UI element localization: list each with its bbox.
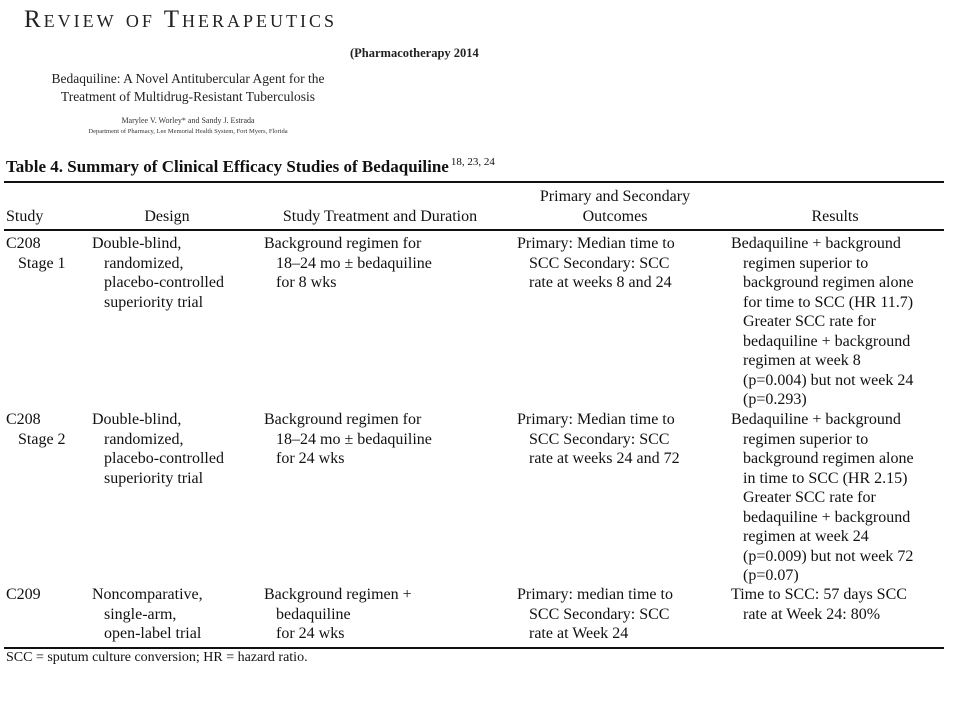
table-caption-text: Table 4. Summary of Clinical Efficacy Studies of Bedaquiline xyxy=(6,157,449,176)
table-cell-design xyxy=(92,585,203,644)
column-header-design: Design xyxy=(144,208,190,225)
table-bottom-rule xyxy=(4,647,944,649)
table-cell-outcomes xyxy=(517,410,680,469)
cell-text-line: Background regimen for xyxy=(264,411,422,428)
table-cell-treatment xyxy=(264,234,432,293)
cell-text-line: Double-blind, xyxy=(92,235,182,252)
cell-text-line: randomized, xyxy=(104,430,184,448)
cell-text-line: open-label trial xyxy=(104,625,202,642)
cell-text-line: placebo-controlled xyxy=(104,450,224,467)
cell-text-line: SCC Secondary: SCC xyxy=(529,605,670,623)
cell-text-line: superiority trial xyxy=(104,469,204,487)
cell-text-line: background regimen alone xyxy=(743,450,914,467)
article-authors: Marylee V. Worley* and Sandy J. Estrada xyxy=(121,116,255,125)
cell-text-line: rate at weeks 24 and 72 xyxy=(529,450,680,467)
cell-text-line: Stage 1 xyxy=(18,254,66,272)
cell-text-line: Primary: Median time to xyxy=(517,411,675,428)
table-footnote: SCC = sputum culture conversion; HR = hazard ratio. xyxy=(6,650,308,665)
cell-text-line: 18–24 mo ± bedaquiline xyxy=(276,254,432,272)
cell-text-line: for 24 wks xyxy=(276,450,345,467)
cell-text-line: regimen at week 8 xyxy=(743,352,861,369)
cell-text-line: (p=0.004) but not week 24 xyxy=(743,371,914,389)
cell-text-line: bedaquiline + background xyxy=(743,332,911,350)
cell-text-line: placebo-controlled xyxy=(104,274,224,291)
cell-text-line: rate at Week 24: 80% xyxy=(743,605,881,623)
cell-text-line: (p=0.293) xyxy=(743,391,807,408)
cell-text-line: 18–24 mo ± bedaquiline xyxy=(276,430,432,448)
cell-text-line: (p=0.07) xyxy=(743,567,799,584)
cell-text-line: for time to SCC (HR 11.7) xyxy=(743,293,914,311)
cell-text-line: SCC Secondary: SCC xyxy=(529,254,670,272)
column-header-outcomes-line-2: Outcomes xyxy=(582,207,648,225)
cell-text-line: bedaquiline xyxy=(276,605,351,623)
cell-text-line: for 24 wks xyxy=(276,625,345,642)
table-caption xyxy=(6,156,495,177)
cell-text-line: Primary: Median time to xyxy=(517,235,675,252)
table-cell-outcomes xyxy=(517,585,673,644)
cell-text-line: C208 xyxy=(6,411,41,428)
cell-text-line: C209 xyxy=(6,586,41,603)
cell-text-line: Greater SCC rate for xyxy=(743,313,876,330)
cell-text-line: background regimen alone xyxy=(743,274,914,291)
cell-text-line: SCC Secondary: SCC xyxy=(529,430,670,448)
article-title-line-1: Bedaquiline: A Novel Antitubercular Agent for the xyxy=(51,71,325,86)
journal-name: Review of Therapeutics xyxy=(24,6,337,33)
table-cell-results xyxy=(731,410,914,586)
cell-text-line: bedaquiline + background xyxy=(743,508,911,526)
article-title-line-2: Treatment of Multidrug-Resistant Tuberculosis xyxy=(60,89,316,104)
column-header-outcomes-line-1: Primary and Secondary xyxy=(539,188,691,205)
column-header-outcomes xyxy=(510,187,720,226)
column-header-treatment: Study Treatment and Duration xyxy=(282,208,478,225)
cell-text-line: Bedaquiline + background xyxy=(731,235,901,252)
cell-text-line: (p=0.009) but not week 72 xyxy=(743,547,914,565)
cell-text-line: Greater SCC rate for xyxy=(743,489,876,506)
table-top-rule xyxy=(4,181,944,183)
cell-text-line: regimen superior to xyxy=(743,430,869,448)
table-cell-results xyxy=(731,234,914,410)
cell-text-line: Double-blind, xyxy=(92,411,182,428)
cell-text-line: rate at Week 24 xyxy=(529,625,629,642)
table-cell-treatment xyxy=(264,585,412,644)
table-cell-study xyxy=(6,410,66,449)
cell-text-line: Background regimen for xyxy=(264,235,422,252)
cell-text-line: Noncomparative, xyxy=(92,586,203,603)
table-cell-outcomes xyxy=(517,234,675,293)
table-cell-study xyxy=(6,234,66,273)
cell-text-line: regimen at week 24 xyxy=(743,528,869,545)
cell-text-line: superiority trial xyxy=(104,293,204,311)
article-title xyxy=(18,70,358,106)
column-header-results: Results xyxy=(811,208,859,225)
cell-text-line: Time to SCC: 57 days SCC xyxy=(731,586,907,603)
table-caption-references: 18, 23, 24 xyxy=(450,156,495,168)
cell-text-line: Background regimen + xyxy=(264,586,412,603)
column-header-study: Study xyxy=(6,208,44,225)
cell-text-line: in time to SCC (HR 2.15) xyxy=(743,469,908,487)
cell-text-line: regimen superior to xyxy=(743,254,869,272)
cell-text-line: Primary: median time to xyxy=(517,586,673,603)
table-cell-treatment xyxy=(264,410,432,469)
table-cell-results xyxy=(731,585,907,624)
cell-text-line: for 8 wks xyxy=(276,274,337,291)
cell-text-line: Stage 2 xyxy=(18,430,66,448)
table-header-rule xyxy=(4,229,944,231)
cell-text-line: Bedaquiline + background xyxy=(731,411,901,428)
cell-text-line: randomized, xyxy=(104,254,184,272)
cell-text-line: rate at weeks 8 and 24 xyxy=(529,274,672,291)
table-cell-study xyxy=(6,585,41,605)
journal-citation: (Pharmacotherapy 2014 xyxy=(350,46,479,60)
cell-text-line: single-arm, xyxy=(104,605,177,623)
author-affiliation: Department of Pharmacy, Lee Memorial Health System, Fort Myers, Florida xyxy=(88,128,288,135)
table-cell-design xyxy=(92,234,224,312)
cell-text-line: C208 xyxy=(6,235,41,252)
table-cell-design xyxy=(92,410,224,488)
